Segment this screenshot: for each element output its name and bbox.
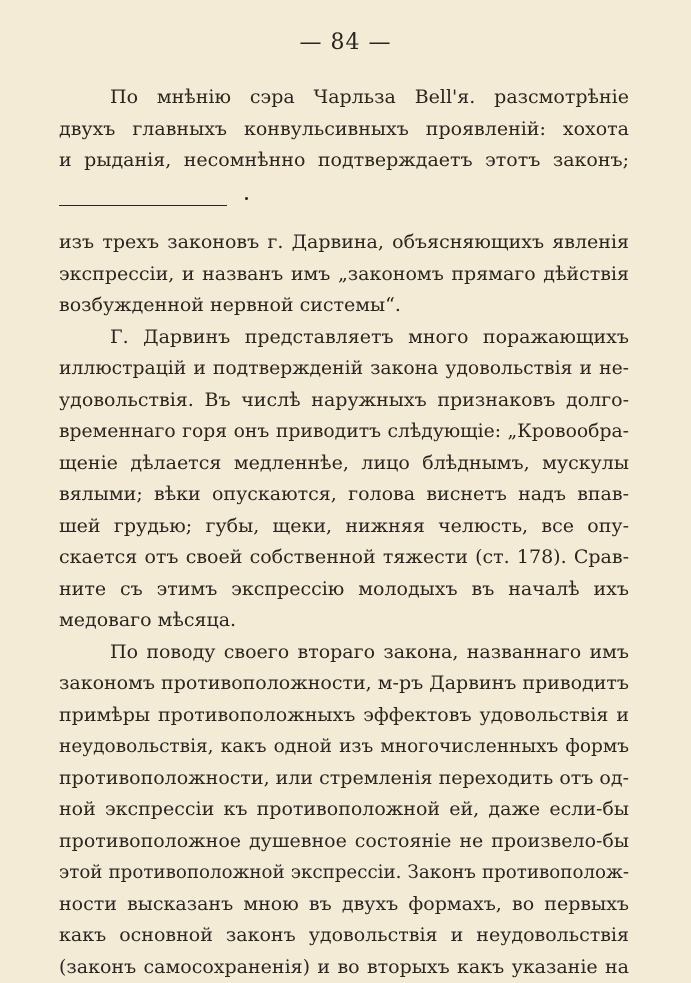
text-line: удовольствія. Въ числѣ наружныхъ признаковъ долго- (59, 385, 629, 417)
text-line: закономъ противоположности, м-ръ Дарвинъ приводитъ (59, 668, 629, 700)
text-line: и рыданія, несомнѣнно подтверждаетъ этотъ законъ; (59, 145, 629, 177)
text-line: экспрессіи, и названъ имъ „закономъ прямаго дѣйствія (59, 259, 629, 291)
print-speck (245, 197, 248, 200)
text-line: неудовольствія, какъ одной изъ многочисленныхъ формъ (59, 731, 629, 763)
text-line: ной экспрессіи къ противоположной ей, даже если-бы (59, 794, 629, 826)
text-block-main (59, 227, 629, 983)
text-line: Г. Дарвинъ представляетъ много поражающихъ (59, 322, 629, 354)
text-line: шей грудью; губы, щеки, нижняя челюсть, все опу- (59, 511, 629, 543)
text-line: вялыми; вѣки опускаются, голова виснетъ надъ впав- (59, 479, 629, 511)
text-line: возбужденной нервной системы“. (59, 290, 629, 322)
text-line: изъ трехъ законовъ г. Дарвина, объясняющихъ явленія (59, 227, 629, 259)
text-line: щеніе дѣлается медленнѣе, лицо блѣднымъ, мускулы (59, 448, 629, 480)
text-block-top (59, 82, 629, 177)
text-line: По поводу своего втораго закона, названнаго имъ (59, 637, 629, 669)
text-line: ности высказанъ мною въ двухъ формахъ, во первыхъ (59, 889, 629, 921)
text-line: примѣры противоположныхъ эффектовъ удовольствія и (59, 700, 629, 732)
page-number: — 84 — (0, 30, 691, 55)
text-line: какъ основной законъ удовольствія и неудовольствія (59, 920, 629, 952)
text-line: медоваго мѣсяца. (59, 605, 629, 637)
text-line: двухъ главныхъ конвульсивныхъ проявленій: хохота (59, 114, 629, 146)
footnote-separator-rule (59, 205, 227, 206)
text-line: иллюстрацій и подтвержденій закона удовольствія и не- (59, 353, 629, 385)
text-line: (законъ самосохраненія) и во вторыхъ какъ указаніе на (59, 952, 629, 983)
text-line: противоположности, или стремленія переходить отъ од- (59, 763, 629, 795)
text-line: скается отъ своей собственной тяжести (ст. 178). Срав- (59, 542, 629, 574)
text-line: временнаго горя онъ приводитъ слѣдующіе: „Кровообра- (59, 416, 629, 448)
text-line: этой противоположной экспрессіи. Законъ противополож- (59, 857, 629, 889)
text-line: ните съ этимъ экспрессію молодыхъ въ началѣ ихъ (59, 574, 629, 606)
text-line: противоположное душевное состояніе не произвело-бы (59, 826, 629, 858)
text-line: По мнѣнію сэра Чарльза Bell'я. разсмотрѣніе (59, 82, 629, 114)
